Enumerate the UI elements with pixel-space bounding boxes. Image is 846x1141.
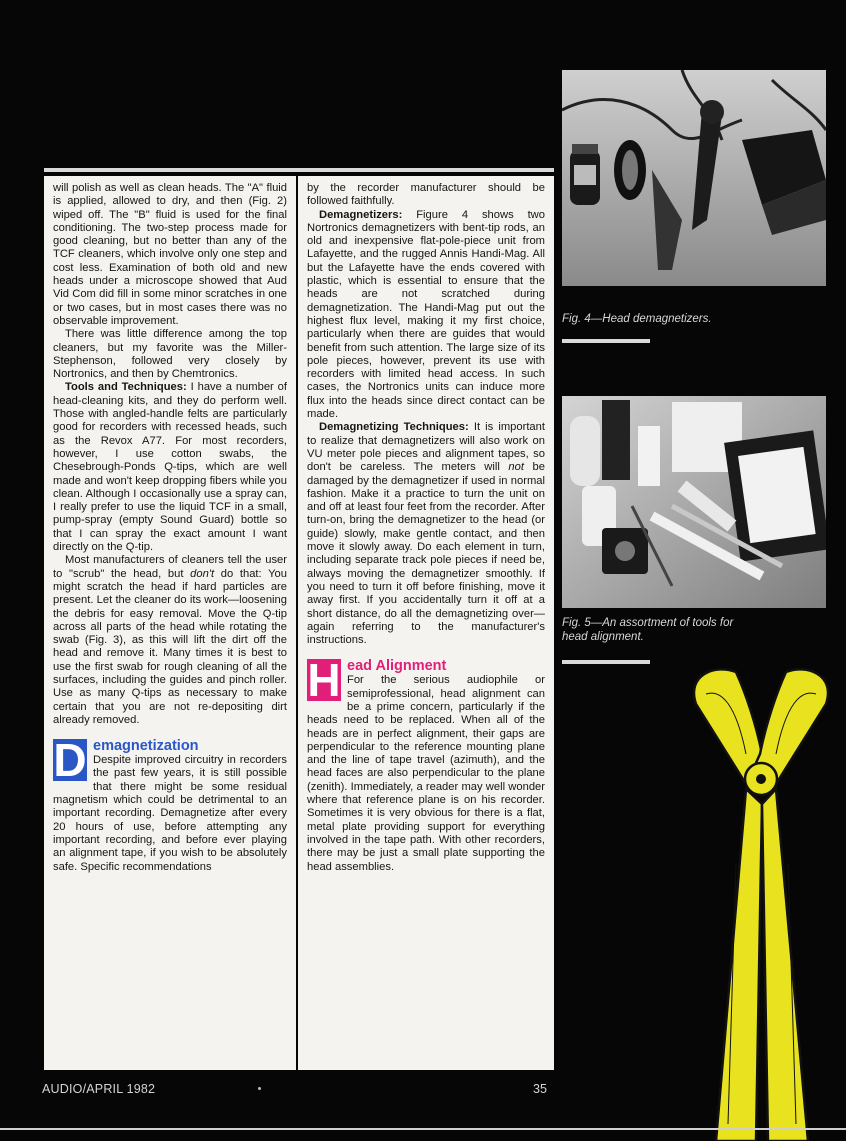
footer-dot	[258, 1087, 261, 1090]
paragraph: Despite improved circuitry in recorders the past few years, it is still possible that there might be some residual magnetism which could be detrimental to an important recording. Demagnetize after every 20 hours of use, before attempting any important recording, and before ever playing an alignment tape, if you wish to be absolutely safe. Specific recommendations	[53, 754, 287, 873]
text-column-1	[44, 176, 296, 1070]
paragraph: by the recorder manufacturer should be followed faithfully.	[307, 182, 545, 208]
top-rule	[44, 168, 554, 172]
run-in-heading: Demagnetizers:	[319, 208, 403, 221]
footer-issue: AUDIO/APRIL 1982	[42, 1082, 156, 1096]
paragraph	[307, 421, 545, 647]
demagnetizers-image	[562, 70, 826, 286]
paragraph-text: Most manufacturers of cleaners tell the user to "scrub" the head, but	[53, 554, 287, 580]
paragraph	[53, 554, 287, 727]
page-number: 35	[533, 1082, 547, 1096]
drop-cap: D	[53, 734, 87, 787]
alignment-tools-image	[562, 396, 826, 608]
paragraph: will polish as well as clean heads. The "A" fluid is applied, allowed to dry, and then (Fig. 2) wiped off. The "B" fluid is used for the final conditioning. The two-step process made for good cleaning, but no better than any of the TCF cleaners, which involve only one step and cost less. Examination of both old and new heads under a microscope showed that Aud Vid Com did fill in some minor scratches in one or two cases, but in most cases there was no observable improvement.	[53, 182, 287, 327]
paragraph-text: be damaged by the demagnetizer if used in normal fashion. Make it a practice to turn the unit on and off at least four feet from the recorder. After turn-on, bring the demagnetizer to the head (or guide) slowly, make gentle contact, and then move it slowly away. Do each element in turn, including separate track pole pieces if need be, always moving the demagnetizer smoothly. If you need to turn it off before finishing, move it away first. If you accidentally turn it off at a short distance, do all the demagnetizing over—again referring to the manufacturer's instructions.	[307, 461, 545, 647]
section-heading: ead Alignment	[347, 658, 447, 675]
paragraph-text: Figure 4 shows two Nortronics demagnetizers with bent-tip rods, an old and inexpensive flat-pole-piece unit from Lafayette, and the rugged Annis Handi-Mag. All but the Lafayette have the ends covered with plastic, which is essential to ensure that the heads are not scratched during demagnetization. The Handi-Mag put out the highest flux level, making it my first choice, particularly when there are guides that would benefit from such attention. The large size of its pole pieces, however, prevent its use with recorders with limited head access. In such cases, the Nortronics units can induce more flux into the heads since direct contact can be made.	[307, 208, 545, 421]
section-demagnetization	[53, 734, 287, 874]
photo-head-demagnetizers	[562, 70, 826, 286]
caption-rule	[562, 339, 650, 343]
paragraph	[307, 209, 545, 422]
caption-rule	[562, 660, 650, 664]
bottom-edge	[0, 1128, 846, 1130]
paragraph: There was little difference among the top cleaners, but my favorite was the Miller-Stephenson, followed very closely by Nortronics, and then by Chemtronics.	[53, 328, 287, 381]
caption-fig-4: Fig. 4—Head demagnetizers.	[562, 313, 712, 325]
section-heading: emagnetization	[93, 738, 199, 755]
emphasis-text: don't	[190, 567, 215, 580]
run-in-heading: Tools and Techniques:	[65, 381, 187, 394]
text-column-2	[298, 176, 554, 1070]
paragraph	[53, 381, 287, 554]
run-in-heading: Demagnetizing Techniques:	[319, 421, 469, 434]
emphasis-text: not	[508, 461, 524, 474]
caption-fig-5: Fig. 5—An assortment of tools for head alignment.	[562, 617, 734, 643]
paragraph: For the serious audiophile or semiprofessional, head alignment can be a prime concern, particularly if the heads need to be replaced. When all of the heads are in perfect alignment, their gaps are perpendicular to the reference mounting plane and the line of tape travel (azimuth), and the head faces are also perpendicular to the plane (zenith). Immediately, a reader may well wonder where that reference plane is on his recorder. Sometimes it is very obvious for there is a flat, metal plate providing support for everything involved in the tape path. With other recorders, there may be just a small plate supporting the head assemblies.	[307, 674, 545, 873]
photo-alignment-tools	[562, 396, 826, 608]
pliers-illustration	[676, 664, 846, 1141]
section-head-alignment	[307, 654, 545, 873]
drop-cap: H	[307, 654, 341, 707]
paragraph-text: do that: You might scratch the head if hard particles are present. Let the cleaner do its work—loosening the debris for easy removal. Move the Q-tip across all parts of the head while rotating the swab (Fig. 3), as this will lift the dirt off the head and remove it. Many times it is best to use the first swab for rough cleaning of all the surfaces, including the guides and pinch roller. Use as many Q-tips as necessary to make certain that you are not re-depositing dirt already removed.	[53, 567, 287, 726]
paragraph-text: It is important to realize that demagnetizers will also work on VU meter pole pieces and alignment tapes, so don't be careless. The meters will	[307, 421, 545, 474]
paragraph-text: I have a number of head-cleaning kits, and they do perform well. Those with angled-handle felts are particularly good for recorders with recessed heads, such as the Revox A77. For most recorders, however, I use cotton swabs, the Chesebrough-Ponds Q-tips, which are well made and won't keep dropping fibers while you clean. Although I occasionally use a spray can, I really prefer to use the liquid TCF in a small, pump-spray (empty Sound Guard) bottle so that I can spray the exact amount I want directly on the Q-tip.	[53, 381, 287, 554]
